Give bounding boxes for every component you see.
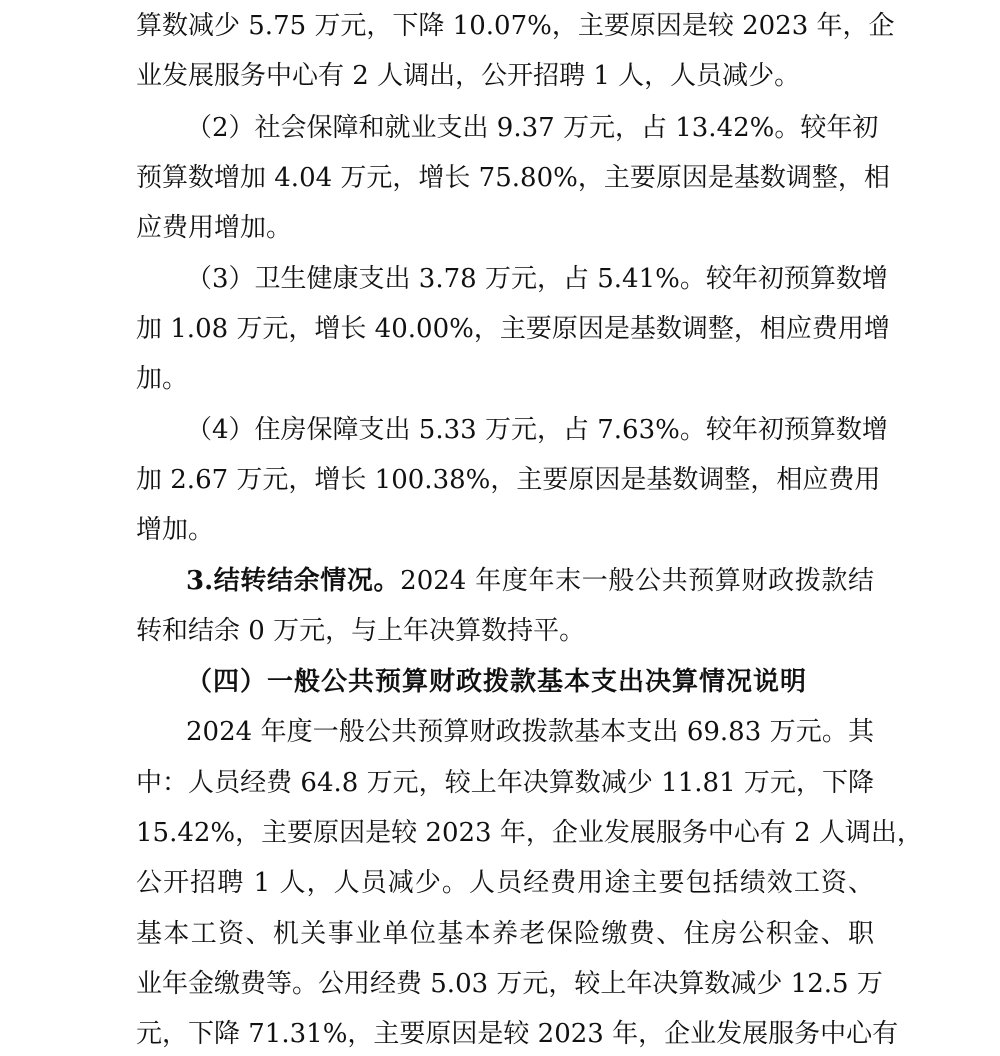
text-line: 业发展服务中心有 2 人调出，公开招聘 1 人，人员减少。 (136, 61, 801, 91)
text-line: 加。 (136, 364, 189, 394)
text-line: 2024 年度一般公共预算财政拨款基本支出 69.83 万元。其 (186, 717, 874, 747)
text-line: （4）住房保障支出 5.33 万元，占 7.63%。较年初预算数增 (186, 415, 888, 445)
text-line: 业年金缴费等。公用经费 5.03 万元，较上年决算数减少 12.5 万 (136, 969, 883, 999)
text-span: 2024 年度年末一般公共预算财政拨款结 (400, 566, 874, 596)
text-line: 加 2.67 万元，增长 100.38%，主要原因是基数调整，相应费用 (136, 465, 881, 495)
text-line: （2）社会保障和就业支出 9.37 万元，占 13.42%。较年初 (186, 113, 879, 143)
text-line: 增加。 (136, 515, 215, 545)
text-line: 加 1.08 万元，增长 40.00%，主要原因是基数调整，相应费用增 (136, 314, 890, 344)
text-line: 基本工资、机关事业单位基本养老保险缴费、住房公积金、职 (136, 919, 874, 949)
text-line: 转和结余 0 万元，与上年决算数持平。 (136, 616, 586, 646)
text-line: 应费用增加。 (136, 213, 293, 243)
text-line: （3）卫生健康支出 3.78 万元，占 5.41%。较年初预算数增 (186, 264, 888, 294)
text-line: 预算数增加 4.04 万元，增长 75.80%，主要原因是基数调整，相 (136, 163, 890, 193)
text-line: 中：人员经费 64.8 万元，较上年决算数减少 11.81 万元，下降 (136, 768, 874, 798)
text-line: 元，下降 71.31%，主要原因是较 2023 年，企业发展服务中心有 (136, 1019, 899, 1049)
text-line: 算数减少 5.75 万元，下降 10.07%，主要原因是较 2023 年，企 (136, 11, 895, 41)
section-heading: （四）一般公共预算财政拨款基本支出决算情况说明 (186, 667, 808, 697)
section-lead: 3.结转结余情况。 (186, 566, 401, 596)
text-line: 15.42%，主要原因是较 2023 年，企业发展服务中心有 2 人调出， (136, 818, 923, 848)
text-line (186, 564, 874, 598)
text-line: 公开招聘 1 人，人员减少。人员经费用途主要包括绩效工资、 (136, 868, 874, 898)
